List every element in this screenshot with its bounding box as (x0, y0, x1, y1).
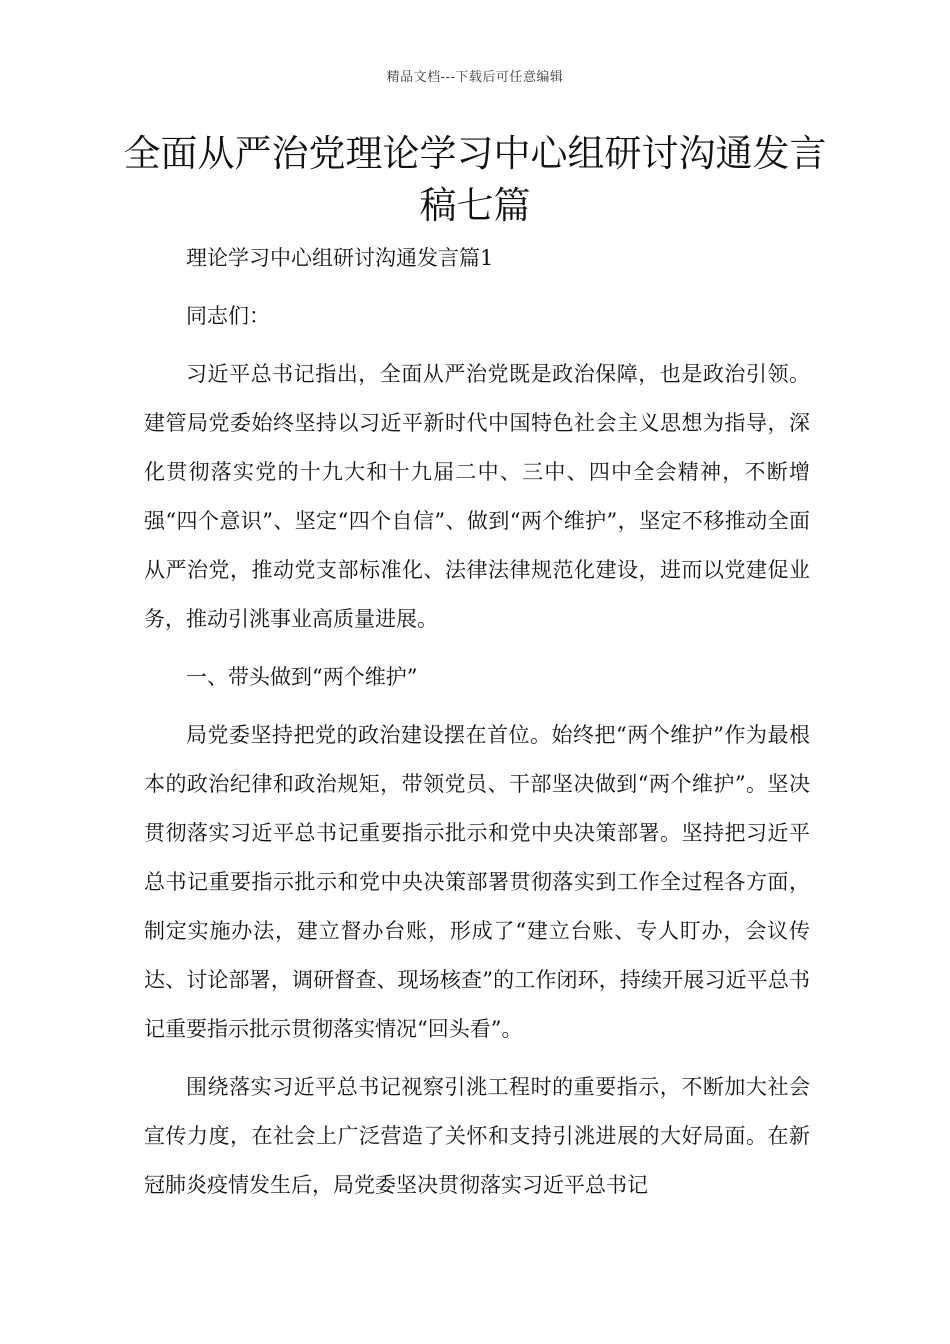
section-heading: 理论学习中心组研讨沟通发言篇1 (186, 246, 494, 270)
document-title: 全面从严治党理论学习中心组研讨沟通发言稿七篇 (123, 132, 827, 227)
body-paragraph: 局党委坚持把党的政治建设摆在首位。始终把“两个维护”作为最根本的政治纪律和政治规矩，带领党员、干部坚决做到“两个维护”。坚决贯彻落实习近平总书记重要指示批示和党中央决策部署。坚持把习近平总书记重要指示批示和党中央决策部署贯彻落实到工作全过程各方面，制定实施办法，建立督办台账，形成了“建立台账、专人盯办，会议传达、讨论部署，调研督查、现场核查”的工作闭环，持续开展习近平总书记重要指示批示贯彻落实情况“回头看”。 (144, 723, 810, 1041)
document-body (144, 234, 810, 1219)
header-note: 精品文档---下载后可任意编辑 (386, 70, 564, 85)
salutation: 同志们： (186, 304, 270, 328)
body-paragraph: 围绕落实习近平总书记视察引洮工程时的重要指示，不断加大社会宣传力度，在社会上广泛营造了关怀和支持引洮进展的大好局面。在新冠肺炎疫情发生后，局党委坚决贯彻落实习近平总书记 (144, 1075, 810, 1197)
body-paragraph: 习近平总书记指出，全面从严治党既是政治保障，也是政治引领。建管局党委始终坚持以习近平新时代中国特色社会主义思想为指导，深化贯彻落实党的十九大和十九届二中、三中、四中全会精神，不断增强“四个意识”、坚定“四个自信”、做到“两个维护”，坚定不移推动全面从严治党，推动党支部标准化、法律法律规范化建设，进而以党建促业务，推动引洮事业高质量进展。 (144, 362, 810, 631)
subsection-heading: 一、带头做到“两个维护” (186, 665, 418, 689)
